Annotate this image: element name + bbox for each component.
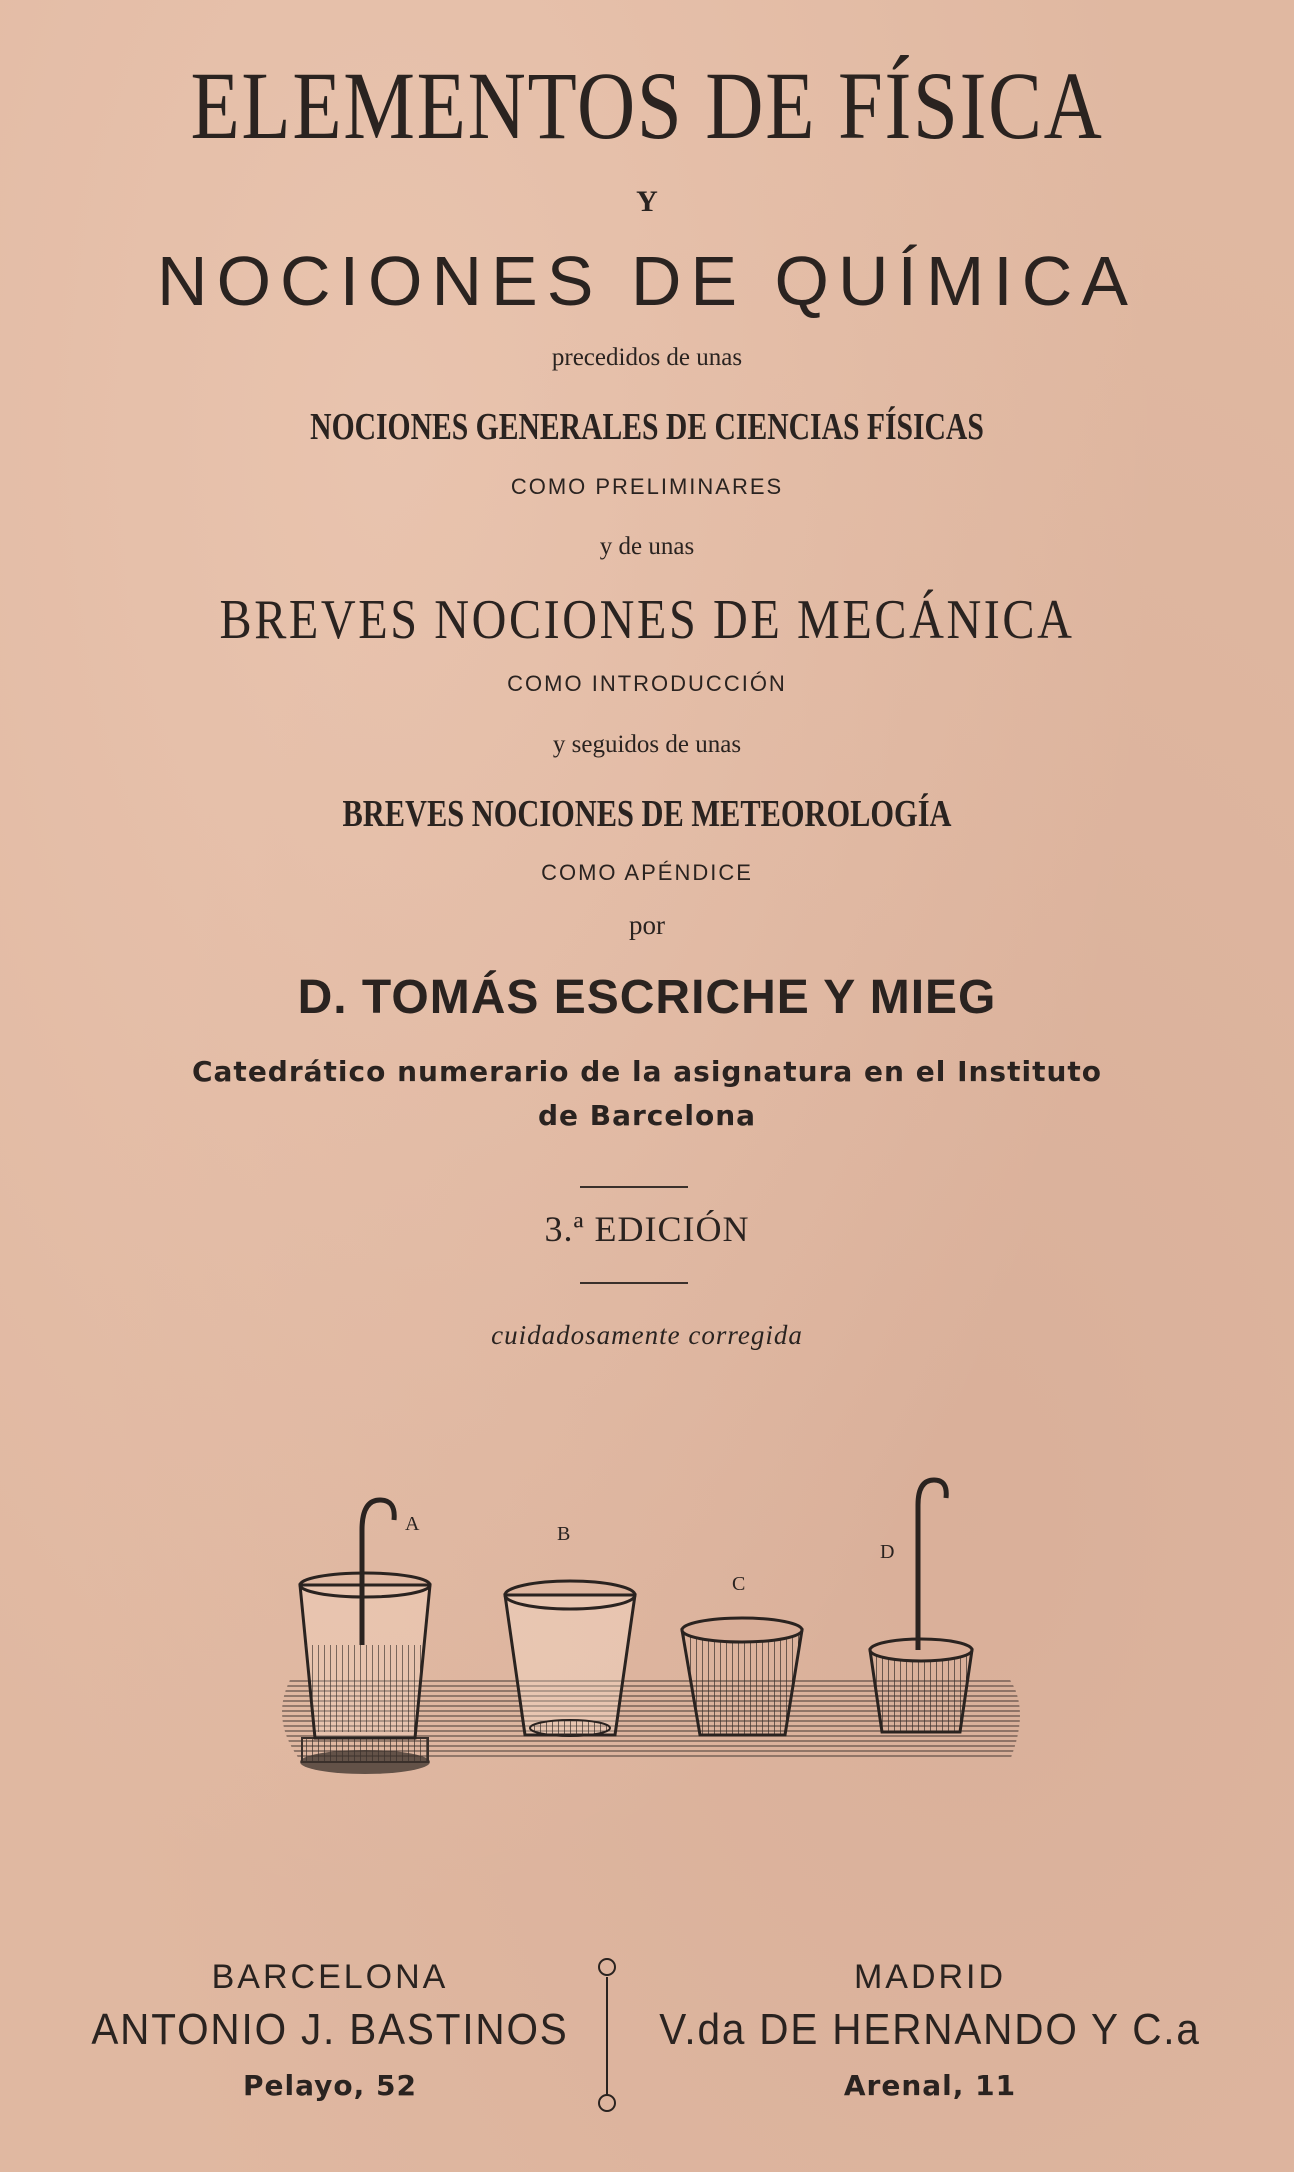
imprint-madrid — [630, 1958, 1230, 2102]
edition-note: cuidadosamente corregida — [491, 1320, 803, 1350]
title-conjunction: Y — [636, 185, 658, 218]
subtitle-preliminares: COMO PRELIMINARES — [510, 474, 784, 499]
label-d: D — [880, 1541, 895, 1563]
subtitle-introduccion: COMO INTRODUCCIÓN — [507, 671, 787, 696]
subtitle-y-de-unas: y de unas — [599, 533, 695, 560]
imprint-left-publisher: ANTONIO J. BASTINOS — [91, 2005, 569, 2054]
edition-rule-bottom — [580, 1282, 688, 1284]
subtitle-apendice: COMO APÉNDICE — [541, 860, 753, 885]
vessel-b-shape — [505, 1581, 635, 1736]
edition-rule-top — [580, 1186, 688, 1188]
subtitle-mecanica: BREVES NOCIONES DE MECÁNICA — [219, 589, 1075, 651]
imprint-barcelona — [60, 1958, 600, 2102]
subtitle-seguidos: y seguidos de unas — [552, 731, 742, 758]
title-line-2: NOCIONES DE QUÍMICA — [157, 242, 1137, 320]
author-name: D. TOMÁS ESCRICHE Y MIEG — [297, 971, 997, 1024]
imprint-left-address: Pelayo, 52 — [243, 2069, 417, 2102]
author-role-line-2: de Barcelona — [537, 1099, 757, 1132]
imprint-right-city: MADRID — [853, 1958, 1007, 1996]
imprint-divider-ornament — [592, 1955, 622, 2115]
imprint-left-city: BARCELONA — [211, 1958, 449, 1996]
vessel-a-shape — [300, 1500, 430, 1774]
author-role-line-1: Catedrático numerario de la asignatura en el Instituto — [191, 1055, 1103, 1088]
label-a: A — [405, 1513, 420, 1535]
label-b: B — [557, 1523, 571, 1545]
title-line-1: ELEMENTOS DE FÍSICA — [190, 52, 1104, 159]
subtitle-nociones-generales: NOCIONES GENERALES DE CIENCIAS FÍSICAS — [310, 406, 984, 448]
vessel-d-shape — [870, 1480, 972, 1732]
subtitle-meteorologia: BREVES NOCIONES DE METEOROLOGÍA — [342, 793, 952, 835]
imprint-right-publisher: V.da DE HERNANDO Y C.a — [659, 2005, 1201, 2054]
subtitle-por: por — [629, 910, 665, 940]
vessels-illustration — [270, 1470, 1040, 1800]
label-c: C — [732, 1573, 746, 1595]
imprint-right-address: Arenal, 11 — [843, 2069, 1017, 2102]
vessel-c-shape — [682, 1618, 802, 1735]
subtitle-precedidos: precedidos de unas — [551, 344, 743, 371]
edition-label: 3.ª EDICIÓN — [544, 1209, 750, 1249]
